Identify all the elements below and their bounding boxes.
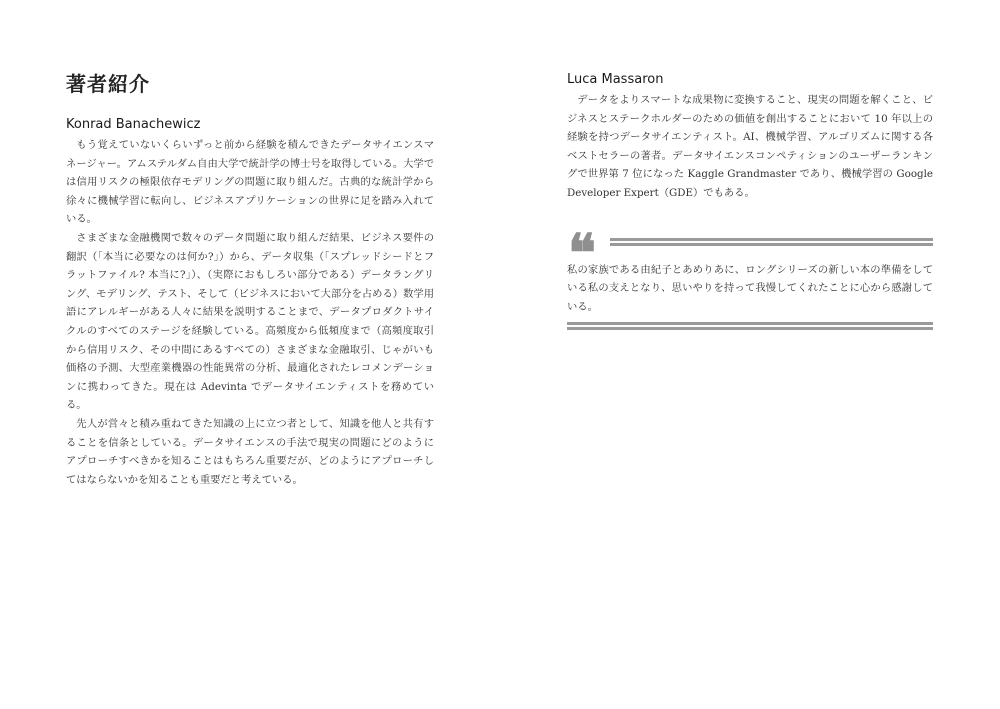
author-name-konrad: Konrad Banachewicz (66, 117, 201, 132)
author-name-luca: Luca Massaron (567, 72, 664, 87)
quote-mark-icon: ❝ (568, 222, 596, 284)
bio-paragraph: もう覚えていないくらいずっと前から経験を積んできたデータサイエンスマネージャー。アムステルダム自由大学で統計学の博士号を取得している。大学では信用リスクの極限依存モデリングの問題に取り組んだ。古典的な統計学から徐々に機械学習に転向し、ビジネスアプリケーションの世界に足を踏み入れている。 (66, 139, 435, 226)
quote-rule-top (610, 238, 933, 241)
quote-rule-bottom (567, 322, 933, 325)
page-heading: 著者紹介 (66, 72, 150, 96)
left-page (66, 70, 434, 489)
quote-header (567, 222, 933, 284)
bio-paragraph: さまざまな金融機関で数々のデータ問題に取り組んだ結果、ビジネス要件の翻訳（「本当に必要なのは何か?」）から、データ収集（「スプレッドシードとフラットファイル? 本当に?」）、（実際におもしろい部分である）データラングリング、モデリング、テスト、そして（ビジネスにおいて大部分を占める）数学用語にアレルギーがある人々に結果を説明することまで、データプロダクトサイクルのすべてのステージを経験している。高頻度から低頻度まで（高頻度取引から信用リスク、その中間にあるすべての）さまざまな金融取引、じゃがいも価格の予測、大型産業機器の性能異常の分析、最適化されたレコメンデーションに携わってきた。現在は Adevinta でデータサイエンティストを務めている。 (66, 231, 434, 412)
bio-paragraph: データをよりスマートな成果物に変換すること、現実の問題を解くこと、ビジネスとステークホルダーのための価値を創出することにおいて 10 年以上の経験を持つデータサイエンティスト。AI、機械学習、アルゴリズムに関する各ベストセラーの著者。データサイエンスコンペティションのユーザーランキングで世界第 7 位になった Kaggle Grandmaster であり、機械学習の Google Developer Expert（GDE）でもある。 (567, 94, 933, 199)
right-page (567, 71, 933, 325)
bio-paragraph: 先人が営々と積み重ねてきた知識の上に立つ者として、知識を他人と共有することを信条としている。データサイエンスの手法で現実の問題にどのようにアプローチすべきかを知ることはもちろん重要だが、どのようにアプローチしてはならないかを知ることも重要だと考えている。 (66, 417, 434, 486)
acknowledgement-text: 私の家族である由紀子とあめりあに、ロングシリーズの新しい本の準備をしている私の支えとなり、思いやりを持って我慢してくれたことに心から感謝している。 (567, 263, 933, 313)
acknowledgement-quote-box (567, 222, 933, 326)
